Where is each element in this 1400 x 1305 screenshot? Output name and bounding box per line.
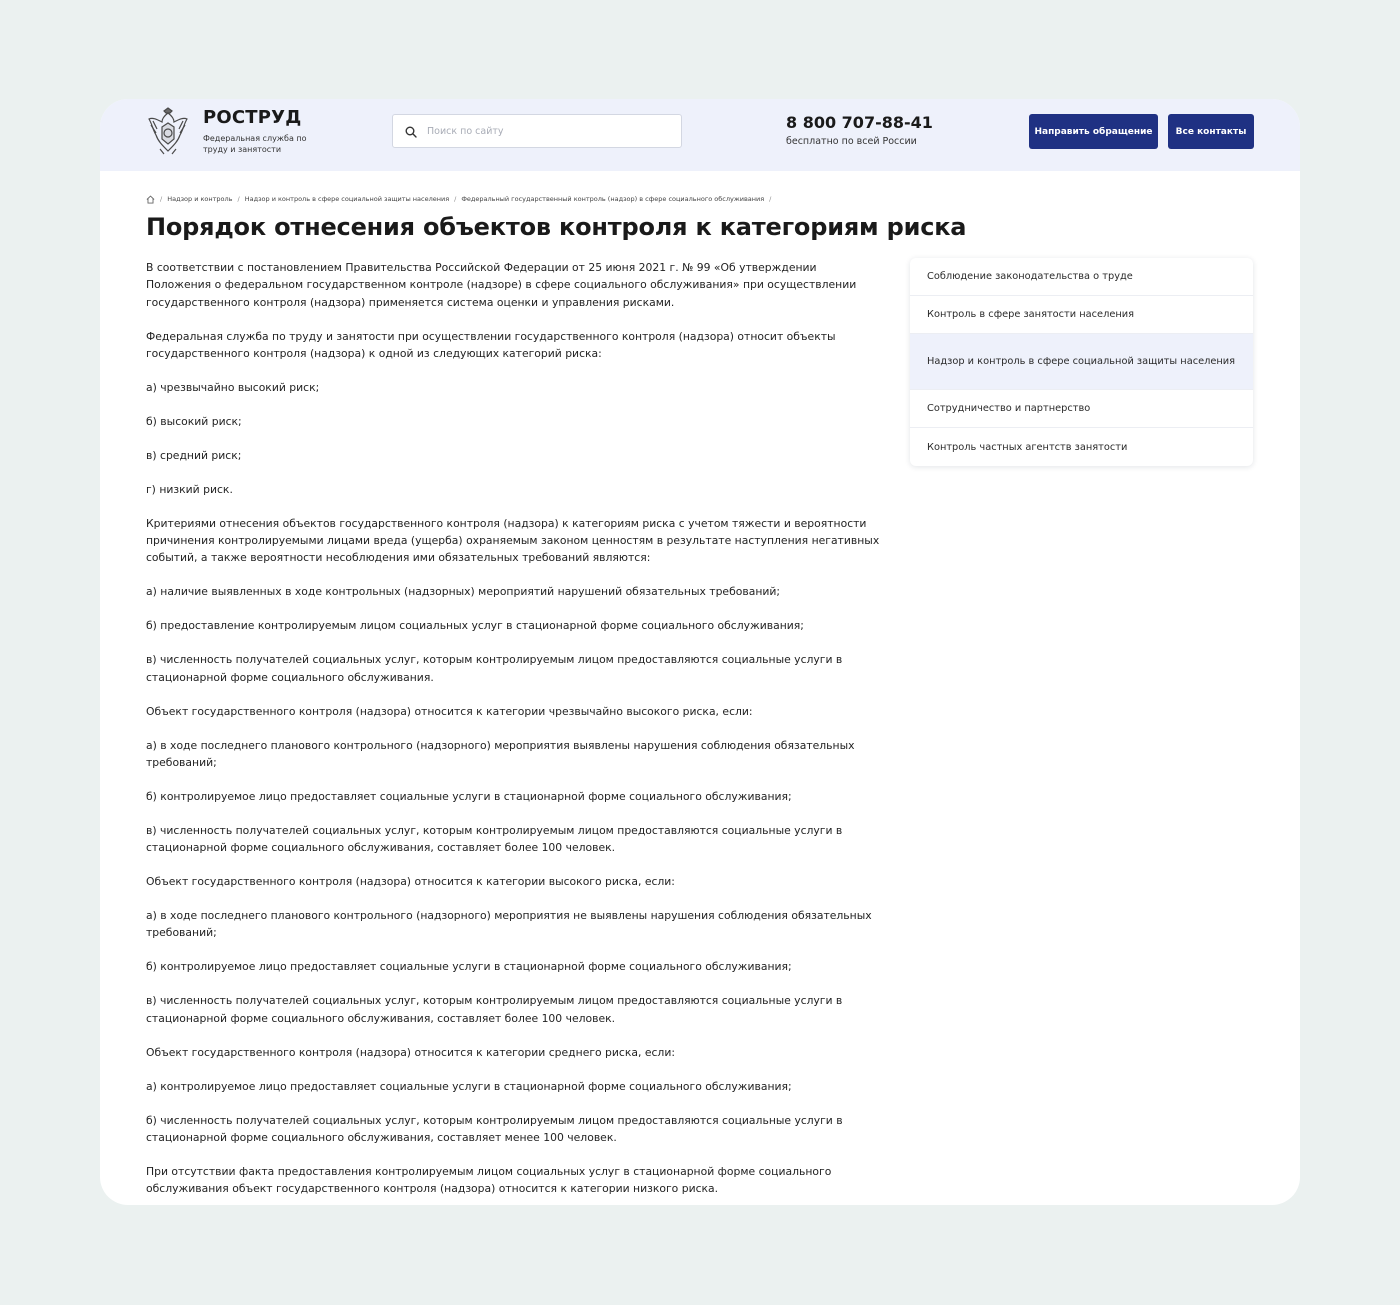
- article-paragraph: а) в ходе последнего планового контрольного (надзорного) мероприятия не выявлены нарушения соблюдения обязательных требований;: [146, 909, 872, 940]
- side-menu-item-private-agencies[interactable]: Контроль частных агентств занятости: [927, 441, 1128, 453]
- article-paragraph: б) предоставление контролируемым лицом социальных услуг в стационарной форме социального обслуживания;: [146, 619, 804, 633]
- search-box[interactable]: [392, 114, 682, 148]
- article-paragraph: а) чрезвычайно высокий риск;: [146, 380, 320, 394]
- article-paragraph: Федеральная служба по труду и занятости при осуществлении государственного контроля (надзора) относит объекты государственного контроля (надзора) к одной из следующих категорий риска:: [146, 329, 836, 360]
- article-paragraph: б) контролируемое лицо предоставляет социальные услуги в стационарной форме социального обслуживания;: [146, 789, 792, 803]
- breadcrumb-item[interactable]: Федеральный государственный контроль (надзор) в сфере социального обслуживания: [461, 195, 765, 203]
- article-paragraph: а) наличие выявленных в ходе контрольных (надзорных) мероприятий нарушений обязательных требований;: [146, 585, 781, 599]
- breadcrumb-separator: /: [160, 195, 163, 203]
- article-paragraph: б) численность получателей социальных услуг, которым контролируемым лицом предоставляются социальные услуги в стационарной форме социального обслуживания, составляет менее 100 человек.: [146, 1113, 843, 1144]
- breadcrumb-item[interactable]: Надзор и контроль: [167, 195, 233, 203]
- page-title: Порядок отнесения объектов контроля к категориям риска: [146, 213, 967, 241]
- article-paragraph: в) средний риск;: [146, 448, 242, 462]
- article-paragraph: Объект государственного контроля (надзора) относится к категории среднего риска, если:: [146, 1045, 675, 1059]
- article-paragraph: г) низкий риск.: [146, 482, 233, 496]
- side-menu-item-employment[interactable]: Контроль в сфере занятости населения: [910, 296, 1253, 334]
- breadcrumb-separator: /: [237, 195, 240, 203]
- hotline-phone[interactable]: 8 800 707-88-41: [786, 113, 933, 132]
- article-paragraph: а) в ходе последнего планового контрольного (надзорного) мероприятия выявлены нарушения соблюдения обязательных требований;: [146, 738, 855, 769]
- breadcrumb-item[interactable]: Надзор и контроль в сфере социальной защиты населения: [244, 195, 450, 203]
- brand-title[interactable]: РОСТРУД: [203, 107, 302, 128]
- emblem-icon[interactable]: [145, 107, 191, 157]
- article-paragraph: б) высокий риск;: [146, 414, 242, 428]
- section-side-menu: [910, 258, 1253, 466]
- article-paragraph: в) численность получателей социальных услуг, которым контролируемым лицом предоставляются социальные услуги в стационарной форме социального обслуживания, составляет более 100 человек.: [146, 823, 843, 855]
- article-paragraph: Объект государственного контроля (надзора) относится к категории высокого риска, если:: [146, 875, 675, 889]
- brand-subtitle: Федеральная служба по труду и занятости: [203, 134, 307, 154]
- side-menu-item-partnership[interactable]: Сотрудничество и партнерство: [910, 390, 1253, 428]
- hotline-note: бесплатно по всей России: [786, 136, 917, 147]
- article-paragraph: Критериями отнесения объектов государственного контроля (надзора) к категориям риска с учетом тяжести и вероятности причинения контролируемыми лицами вреда (ущерба) охраняемым законом ценностям в результате наступления негативных событий, а также вероятности несоблюдения ими обязательных требований являются:: [146, 516, 880, 565]
- article-paragraph: Объект государственного контроля (надзора) относится к категории чрезвычайно высокого риска, если:: [146, 704, 753, 718]
- article-paragraph: В соответствии с постановлением Правительства Российской Федерации от 25 июня 2021 г. № 99 «Об утверждении Положения о федеральном государственном контроле (надзоре) в сфере социального обслуживания» при осуществлении государственного контроля (надзора) применяется система оценки и управления рисками.: [146, 261, 857, 309]
- home-icon[interactable]: [146, 195, 155, 204]
- all-contacts-button[interactable]: Все контакты: [1168, 114, 1254, 149]
- search-input[interactable]: [427, 122, 667, 140]
- search-icon[interactable]: [405, 126, 417, 138]
- side-menu-item-social-protection[interactable]: Надзор и контроль в сфере социальной защиты населения: [910, 334, 1253, 390]
- side-menu-item-labor-law[interactable]: Соблюдение законодательства о труде: [910, 258, 1253, 296]
- article-paragraph: При отсутствии факта предоставления контролируемым лицом социальных услуг в стационарной форме социального обслуживания объект государственного контроля (надзора) относится к категории низкого риска.: [146, 1164, 832, 1196]
- article-paragraph: а) контролируемое лицо предоставляет социальные услуги в стационарной форме социального обслуживания;: [146, 1079, 792, 1093]
- site-header: [100, 99, 1300, 171]
- article-paragraph: б) контролируемое лицо предоставляет социальные услуги в стационарной форме социального обслуживания;: [146, 960, 792, 974]
- breadcrumb-separator: /: [769, 195, 772, 203]
- article-paragraph: в) численность получателей социальных услуг, которым контролируемым лицом предоставляются социальные услуги в стационарной форме социального обслуживания, составляет более 100 человек.: [146, 994, 843, 1025]
- breadcrumb: [146, 193, 776, 205]
- send-appeal-button[interactable]: Направить обращение: [1029, 114, 1158, 149]
- browser-window: [100, 99, 1300, 1205]
- article-content: [146, 259, 884, 1205]
- article-paragraph: в) численность получателей социальных услуг, которым контролируемым лицом предоставляются социальные услуги в стационарной форме социального обслуживания.: [146, 653, 843, 684]
- breadcrumb-separator: /: [454, 195, 457, 203]
